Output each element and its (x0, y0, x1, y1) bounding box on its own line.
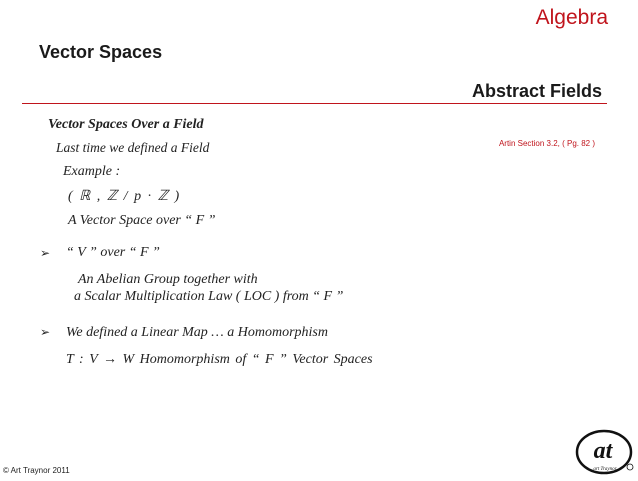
section-title: Vector Spaces (39, 42, 163, 62)
reference-note: Artin Section 3.2, ( Pg. 82 ) (498, 139, 595, 148)
divider-rule (22, 103, 607, 104)
logo-caption: art Traynor (593, 467, 617, 472)
text-line-abelian-group: An Abelian Group together with (78, 272, 258, 287)
text-line-homomorphism: T : V → W Homomorphism of “ F ” Vector Spaces (66, 352, 373, 367)
text-line-v-over-f: “ V ” over “ F ” (66, 245, 160, 260)
text-line-last-time: Last time we defined a Field (56, 140, 210, 155)
bullet-arrow-icon: ➢ (40, 325, 51, 339)
topic-label: Algebra (535, 6, 608, 29)
content-heading: Vector Spaces Over a Field (48, 117, 204, 132)
text-line-vector-space: A Vector Space over “ F ” (68, 213, 216, 228)
subsection-title: Abstract Fields (471, 81, 602, 101)
bullet-arrow-icon: ➢ (40, 246, 51, 260)
copyright-note: © Art Traynor 2011 (3, 466, 70, 475)
art-traynor-logo-icon (575, 428, 635, 476)
text-line-field-example: ( ℝ , ℤ / p · ℤ ) (68, 189, 180, 204)
logo-text: at (593, 438, 613, 464)
text-line-linear-map: We defined a Linear Map … a Homomorphism (66, 325, 328, 340)
text-line-scalar-law: a Scalar Multiplication Law ( LOC ) from “ F ” (74, 289, 344, 304)
text-line-example: Example : (63, 164, 121, 179)
